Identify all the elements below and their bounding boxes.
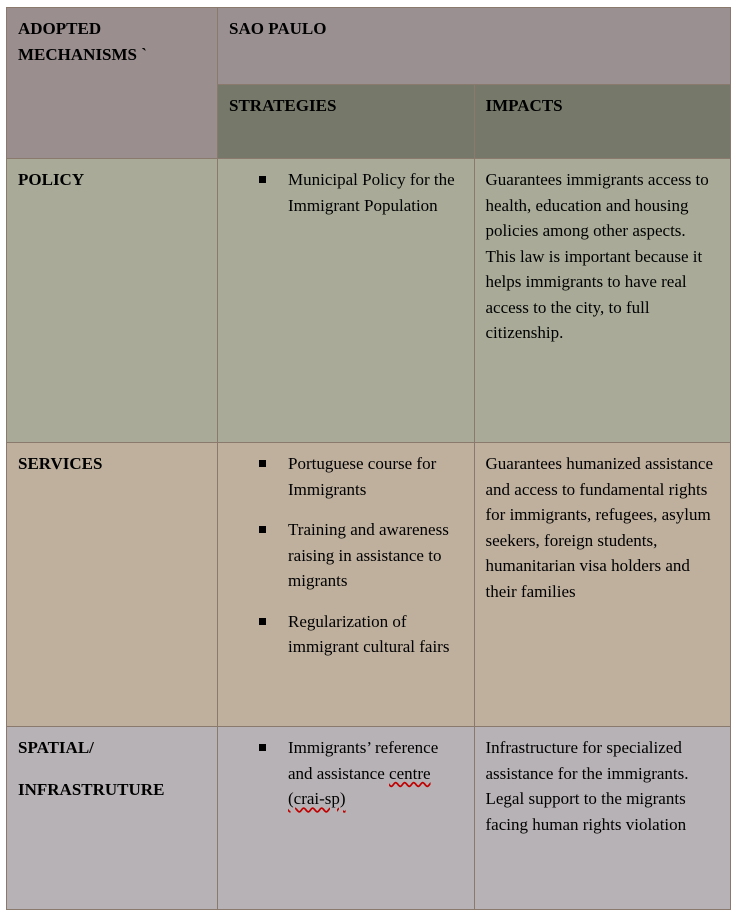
strategy-item: Training and awareness raising in assistance to migrants: [229, 517, 463, 594]
strategies-spatial: [218, 727, 475, 910]
spellcheck-underline: centre (crai-sp): [288, 763, 431, 808]
table-row-spatial: [7, 727, 731, 910]
row-label-services: SERVICES: [7, 443, 218, 727]
mechanisms-table: [6, 7, 731, 910]
strategy-item: Regularization of immigrant cultural fairs: [229, 609, 463, 660]
bullet-icon: [259, 176, 266, 183]
header-mechanisms: ADOPTED MECHANISMS `: [7, 8, 218, 159]
impact-policy: Guarantees immigrants access to health, education and housing policies among other aspects. This law is important because it helps immigrants to have real access to the city, to full citizenship.: [474, 159, 731, 443]
strategies-policy: [218, 159, 475, 443]
strategy-item: Immigrants’ reference and assistance centre (crai-sp): [229, 735, 463, 812]
header-city: SAO PAULO: [218, 8, 731, 85]
strategies-services: [218, 443, 475, 727]
bullet-icon: [259, 618, 266, 625]
strategy-item: Municipal Policy for the Immigrant Population: [229, 167, 463, 218]
table-row-services: [7, 443, 731, 727]
header-strategies: STRATEGIES: [218, 85, 475, 159]
row-label-spatial: [7, 727, 218, 910]
row-label-policy: POLICY: [7, 159, 218, 443]
row-label-spatial-line1: SPATIAL/: [18, 738, 94, 757]
table-row-policy: [7, 159, 731, 443]
row-label-spatial-line2: INFRASTRUTURE: [18, 779, 165, 799]
strategy-item: Portuguese course for Immigrants: [229, 451, 463, 502]
bullet-icon: [259, 526, 266, 533]
header-impacts: IMPACTS: [474, 85, 731, 159]
bullet-icon: [259, 744, 266, 751]
impact-spatial: Infrastructure for specialized assistance for the immigrants. Legal support to the migrants facing human rights violation: [474, 727, 731, 910]
bullet-icon: [259, 460, 266, 467]
impact-services: Guarantees humanized assistance and access to fundamental rights for immigrants, refugees, asylum seekers, foreign students, humanitarian visa holders and their families: [474, 443, 731, 727]
